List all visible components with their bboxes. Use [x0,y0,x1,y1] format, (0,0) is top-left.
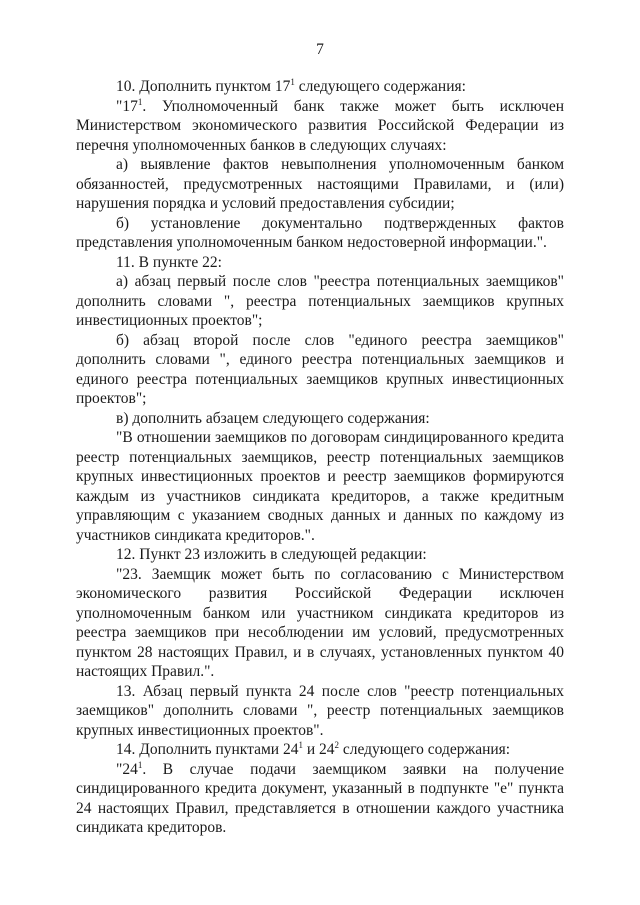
document-body [76,77,564,838]
paragraph: а) выявление фактов невыполнения уполномоченным банком обязанностей, предусмотренных настоящими Правилами, и (или) нарушения порядка и условий предоставления субсидии; [76,156,564,212]
page-number: 7 [316,41,324,58]
paragraph: 14. Дополнить пунктами $24^1$ и $24^2$ следующего содержания: [116,740,511,758]
paragraph: б) абзац второй после слов "единого реестра заемщиков" дополнить словами ", единого реестра потенциальных заемщиков и единого реестра потенциальных заемщиков крупных инвестиционных проектов"; [76,331,564,407]
paragraph: а) абзац первый после слов "реестра потенциальных заемщиков" дополнить словами ", реестра потенциальных заемщиков крупных инвестиционных проектов"; [76,273,564,329]
paragraph: 12. Пункт 23 изложить в следующей редакции: [116,546,427,563]
paragraph: б) установление документально подтвержденных фактов представления уполномоченным банком недостоверной информации.". [76,214,564,251]
paragraph: в) дополнить абзацем следующего содержания: [116,409,430,427]
paragraph: 10. Дополнить пунктом $17^1$ следующего содержания: [116,77,466,95]
paragraph: 13. Абзац первый пункта 24 после слов "реестр потенциальных заемщиков" дополнить словами ", реестр потенциальных заемщиков крупных инвестиционных проектов". [76,682,564,739]
paragraph: "23. Заемщик может быть по согласованию с Министерством экономического развития Российской Федерации исключен уполномоченным банком или участником синдиката кредиторов из реестра заемщиков при несоблюдении им условий, предусмотренных пунктом 28 настоящих Правил, и в случаях, установленных пунктом 40 настоящих Правил.". [76,565,564,680]
paragraph: "$17^1$. Уполномоченный банк также может быть исключен Министерством экономического развития Российской Федерации из перечня уполномоченных банков в следующих случаях: [76,96,564,154]
paragraph: "В отношении заемщиков по договорам синдицированного кредита реестр потенциальных заемщиков, реестр потенциальных заемщиков крупных инвестиционных проектов и реестр заемщиков формируются каждым из участников синдиката кредиторов, а также кредитным управляющим с указанием сводных данных и данных по каждому из участников синдиката кредиторов.". [76,429,564,544]
paragraph: "$24^1$. В случае подачи заемщиком заявки на получение синдицированного кредита документ, указанный в подпункте "е" пункта 24 настоящих Правил, представляется в отношении каждого участника синдиката кредиторов. [76,759,564,836]
paragraph: 11. В пункте 22: [116,253,222,271]
